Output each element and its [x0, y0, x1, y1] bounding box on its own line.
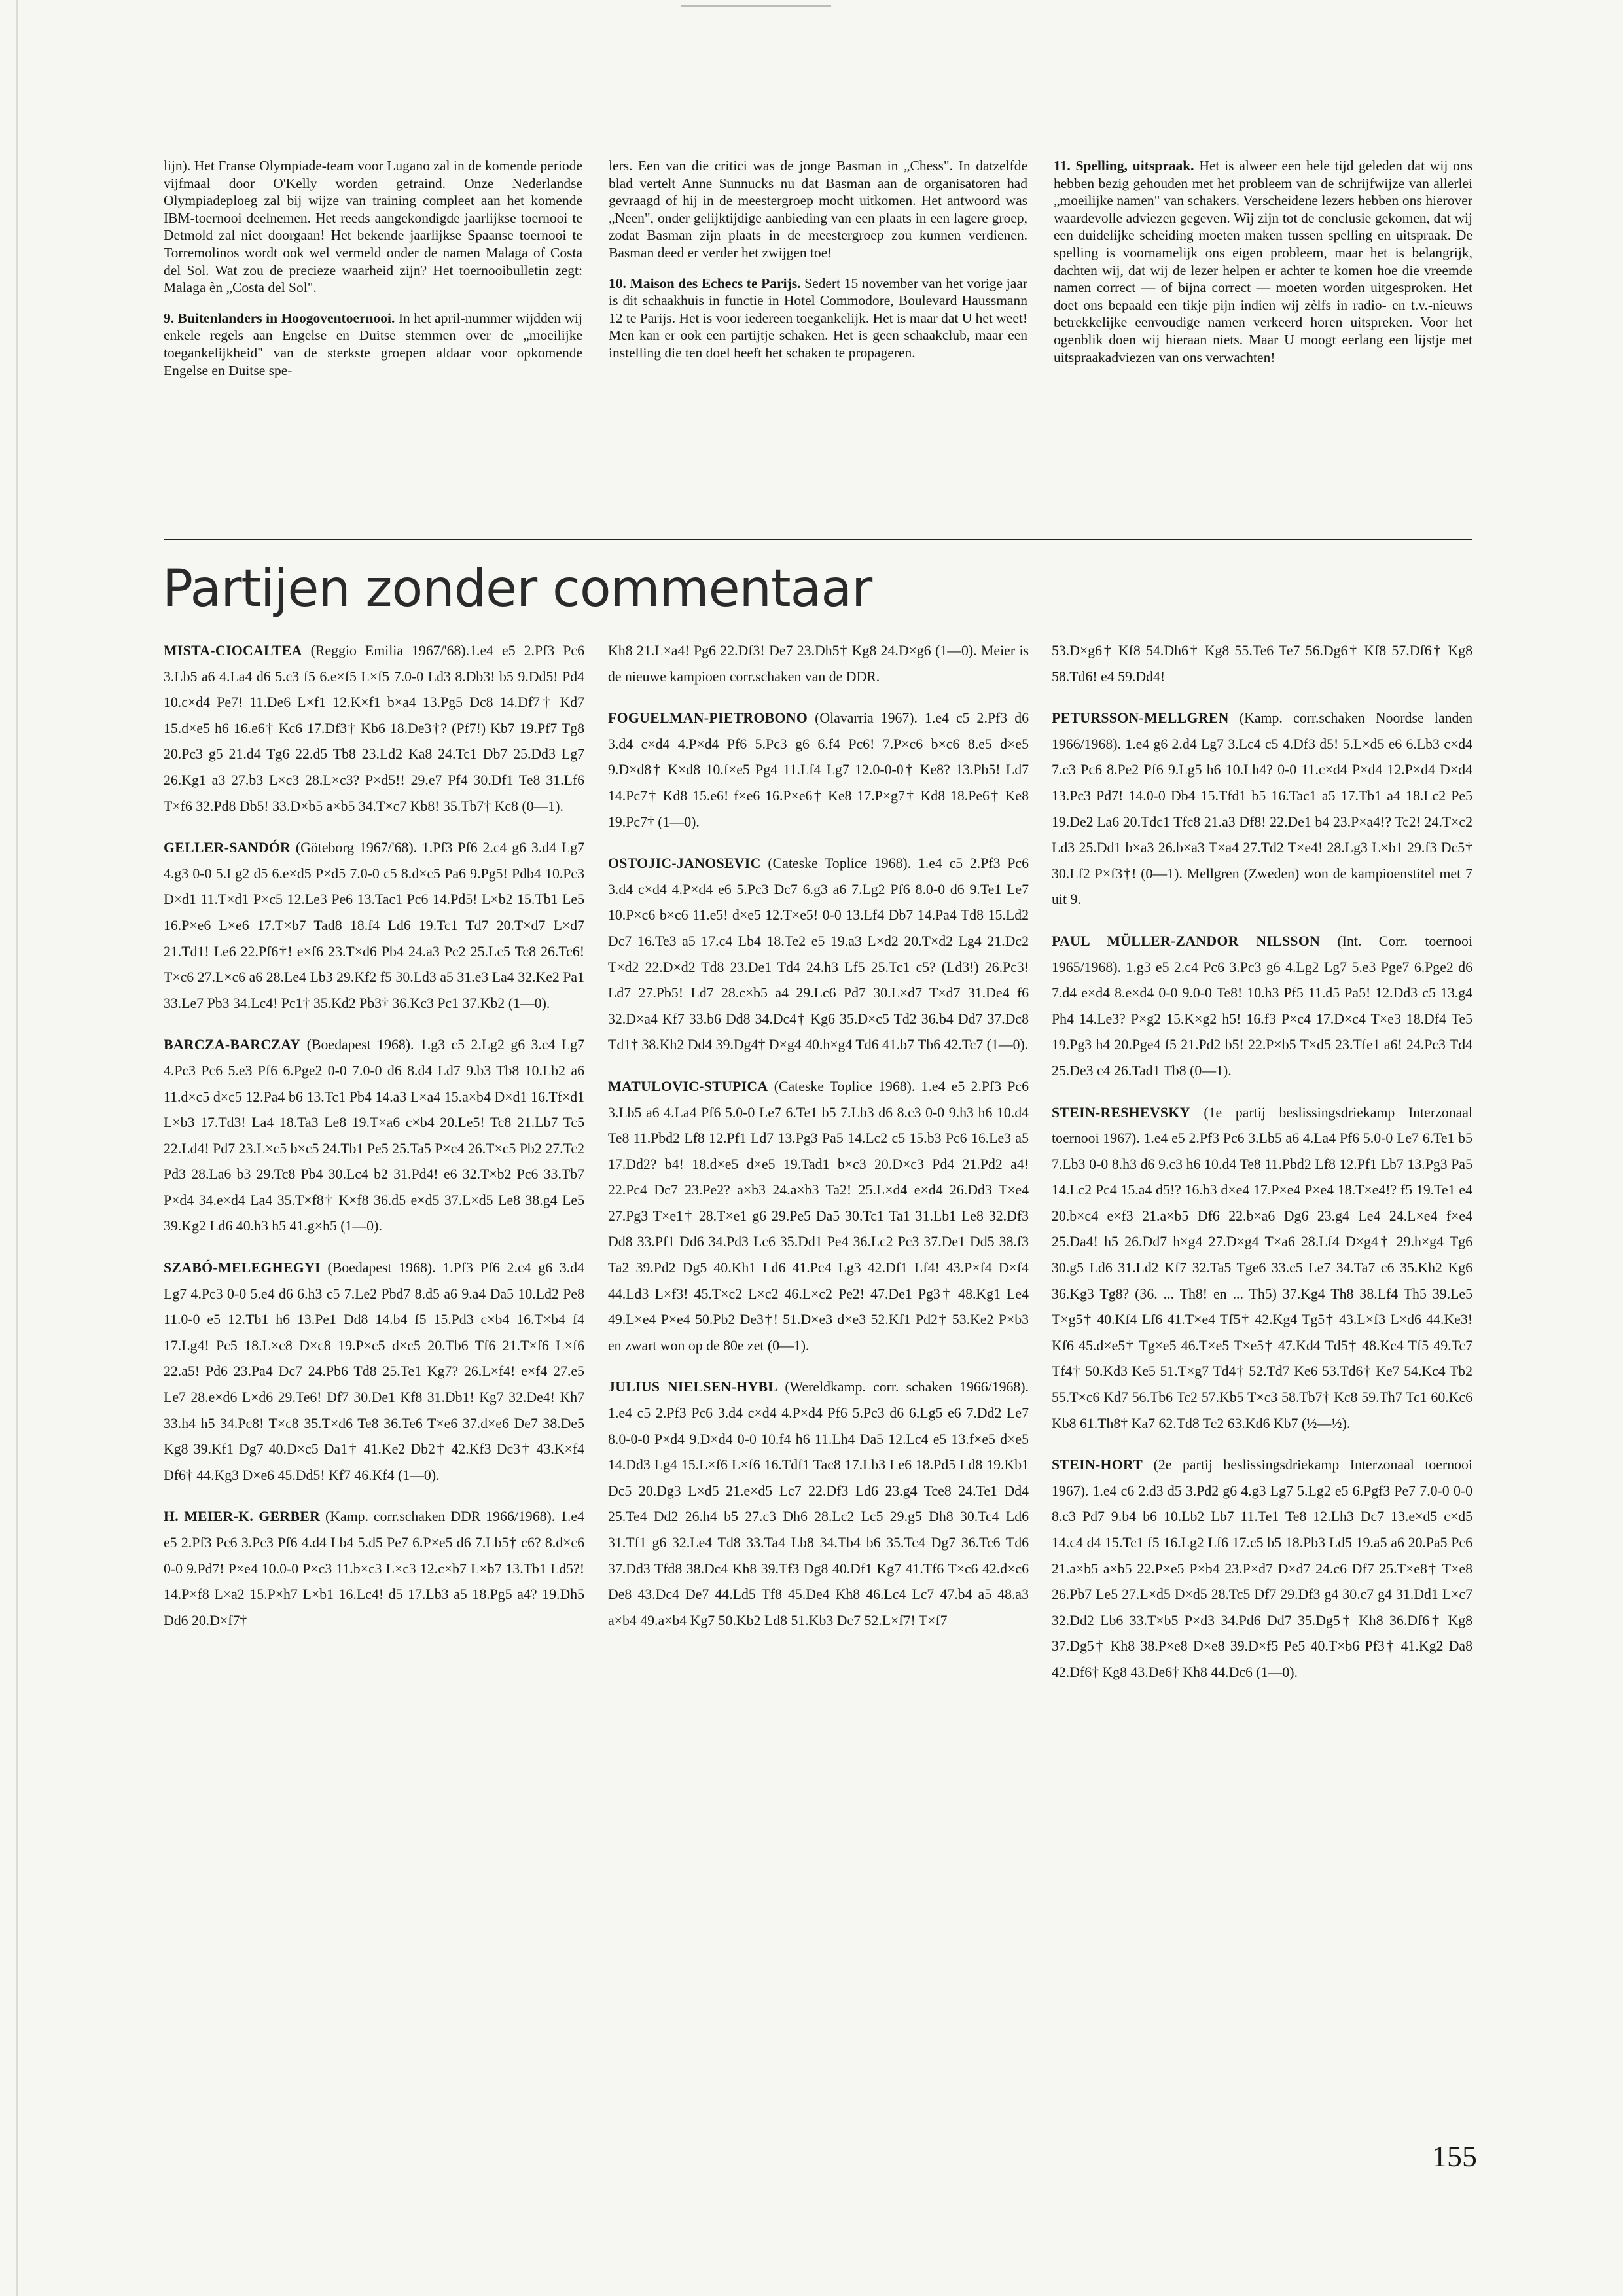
game-entry [608, 851, 1029, 1058]
game-entry [164, 1255, 584, 1488]
game-moves: 53.D×g6† Kf8 54.Dh6† Kg8 55.Te6 Te7 56.Dg6† Kf8 57.Df6† Kg8 58.Td6! e4 59.Dd4! [1052, 643, 1472, 685]
news-paragraph: lijn). Het Franse Olympiade-team voor Lugano zal in de komende periode vijfmaal door O'Kelly worden getraind. Onze Nederlandse Olympiadeploeg zal bij wijze van training compleet aan het komende IBM-toernooi deelnemen. Het reeds aangekondigde jaarlijkse toernooi te Detmold zal niet doorgaan! Het bekende jaarlijkse Spaanse toernooi te Torremolinos wordt ook wel vermeld onder de namen Malaga of Costa del Sol. Wat zou de precieze waarheid zijn? Het toernooibulletin zegt: Malaga èn „Costa del Sol". [164, 158, 582, 296]
game-entry [1052, 1100, 1472, 1437]
news-heading: 11. Spelling, uitspraak. [1054, 158, 1194, 173]
game-entry [608, 706, 1029, 835]
games-column-1 [164, 638, 584, 1649]
news-heading: 9. Buitenlanders in Hoogoventoernooi. [164, 310, 395, 326]
game-players: GELLER-SANDÓR [164, 840, 291, 856]
news-column-1 [164, 157, 582, 392]
game-players: FOGUELMAN-PIETROBONO [608, 710, 808, 726]
section-title: Partijen zonder commentaar [162, 560, 872, 619]
game-players: STEIN-HORT [1052, 1457, 1143, 1473]
game-entry [608, 638, 1029, 690]
game-players: SZABÓ-MELEGHEGYI [164, 1260, 321, 1276]
game-entry [164, 638, 584, 819]
games-section [164, 638, 1472, 2130]
game-players: H. MEIER-K. GERBER [164, 1509, 321, 1525]
game-moves: (Kamp. corr.schaken Noordse landen 1966/1968). 1.e4 g6 2.d4 Lg7 3.Lc4 c5 4.Df3 d5! 5.L×d5 e6 6.Lb3 c×d4 7.c3 Pc6 8.Pe2 Pf6 9.Lg5 h6 10.Lh4? 0-0 11.c×d4 P×d4 12.P×d4 D×d4 13.Pc3 Pd7! 14.0-0 Db4 15.Tfd1 b5 16.Tac1 a5 17.Tb1 a4 18.Lc2 Pe5 19.De2 La6 20.Tdc1 Tfc8 21.a3 Df8! 22.De1 b4 23.P×a4!? Tc2! 24.T×c2 Ld3 25.Dd1 b×a3 26.b×a3 T×a4 27.Td2 T×e4! 28.Lg3 L×b1 29.f3 Dc5† 30.Lf2 P×f3†! (0—1). Mellgren (Zweden) won de kampioenstitel met 7 uit 9. [1052, 710, 1472, 908]
game-moves: (Boedapest 1968). 1.g3 c5 2.Lg2 g6 3.c4 Lg7 4.Pc3 Pc6 5.e3 Pf6 6.Pge2 0-0 7.0-0 d6 8.d4 Ld7 9.b3 Tb8 10.Lb2 a6 11.d×c5 d×c5 12.Pa4 b6 13.Tc1 Pb4 14.a3 L×a4 15.a×b4 D×d1 16.Tf×d1 L×b3 17.Td3! La4 18.Ta3 Le8 19.T×a6 c×b4 20.Le5! Tc8 21.Lb7 Tc5 22.Ld4! Pd7 23.L×c5 b×c5 24.Tb1 Pe5 25.Ta5 P×c4 26.T×c5 Pb2 27.Tc2 Pd3 28.La6 b3 29.Tc8 Pb4 30.Lc4 b2 31.Pd4! e6 32.T×b2 Pc6 33.Tb7 P×d4 34.e×d4 La4 35.T×f8† K×f8 36.d5 e×d5 37.L×d5 Le8 38.g4 Le5 39.Kg2 Ld6 40.h3 h5 41.g×h5 (1—0). [164, 1037, 584, 1234]
game-players: PAUL MÜLLER-ZANDOR NILSSON [1052, 933, 1321, 949]
game-moves: (Olavarria 1967). 1.e4 c5 2.Pf3 d6 3.d4 c×d4 4.P×d4 Pf6 5.Pc3 g6 6.f4 Pc6! 7.P×c6 b×c6 8.e5 d×e5 9.D×d8† K×d8 10.f×e5 Pg4 11.Lf4 Lg7 12.0-0-0† Ke8? 13.Pb5! Ld7 14.Pc7† Kd8 15.e6! f×e6 16.P×e6† Ke8 17.P×g7† Kd8 18.Pe6† Ke8 19.Pc7† (1—0). [608, 710, 1029, 830]
news-paragraph: lers. Een van die critici was de jonge Basman in „Chess". In datzelfde blad vertelt Anne Sunnucks nu dat Basman aan de organisatoren had gevraagd of hij in de meestergroep mocht uitkomen. Het antwoord was „Neen", onder gelijktijdige aanbieding van een plaats in een lagere groep, zodat Basman zijn plaats in de meestergroep zou kunnen verdienen. Basman deed er verder het zwijgen toe! [609, 158, 1027, 260]
game-players: STEIN-RESHEVSKY [1052, 1104, 1190, 1121]
game-moves: (Göteborg 1967/'68). 1.Pf3 Pf6 2.c4 g6 3.d4 Lg7 4.g3 0-0 5.Lg2 d5 6.e×d5 P×d5 7.0-0 c5 8.d×c5 Pa6 9.Pg5! Pdb4 10.Pc3 D×d1 11.T×d1 P×c5 12.Le3 Pe6 13.Tac1 Pc6 14.Pd5! L×b2 15.Tb1 Le5 16.P×e6 L×e6 17.T×b7 Tad8 18.f4 Ld6 19.Tc1 Td7 20.T×d7 L×d7 21.Td1! Le6 22.Pf6†! e×f6 23.T×d6 Pb4 24.a3 Pc2 25.Lc5 Tc8 26.Tc6! T×c6 27.L×c6 a6 28.Le4 Lb3 29.Kf2 f5 30.Ld3 a5 31.e3 La4 32.Ke2 Pa1 33.Le7 Pb3 34.Lc4! Pc1† 35.Kd2 Pb3† 36.Kc3 Pc1 37.Kb2 (1—0). [164, 840, 584, 1011]
game-entry [164, 1504, 584, 1634]
game-players: PETURSSON-MELLGREN [1052, 710, 1229, 726]
game-moves: (Cateske Toplice 1968). 1.e4 e5 2.Pf3 Pc6 3.Lb5 a6 4.La4 Pf6 5.0-0 Le7 6.Te1 b5 7.Lb3 d6 8.c3 0-0 9.h3 h6 10.d4 Te8 11.Pbd2 Lf8 12.Pf1 Ld7 13.Pg3 Pa5 14.Lc2 c5 15.b3 Pc6 16.Le3 a5 17.Dd2? b4! 18.d×e5 d×e5 19.Tad1 b×c3 20.D×c3 Pd4 21.Pd2 a4! 22.Pc4 Dc7 23.Pe2? a×b3 24.a×b3 Ta2! 25.L×d4 e×d4 26.Dd3 T×e4 27.Pg3 T×e1† 28.T×e1 g6 29.Pe5 Da5 30.Tc1 Ta1 31.Lb1 Le8 32.Df3 Dd8 33.Pf1 Dd6 34.Pd3 Lc6 35.Dd1 Pe4 36.Lc2 Pc3 37.De1 Dd5 38.f3 Ta2 39.Pd2 Dg5 40.Kh1 Ld6 41.Pc4 Lg3 42.Df1 Lf4! 43.P×f4 D×f4 44.Ld3 L×f3! 45.T×c2 L×c2 46.L×c2 Pe2! 47.De1 Pg3† 48.Kg1 Le4 49.L×e4 P×e4 50.Pb2 De3†! 51.D×e3 d×e3 52.Kf1 Pd2† 53.Ke2 P×b3 en zwart won op de 80e zet (0—1). [608, 1078, 1029, 1354]
game-players: BARCZA-BARCZAY [164, 1037, 301, 1053]
game-entry [1052, 638, 1472, 690]
game-moves: (Kamp. corr.schaken DDR 1966/1968). 1.e4 e5 2.Pf3 Pc6 3.Pc3 Pf6 4.d4 Lb4 5.d5 Pe7 6.P×e5 d6 7.Lb5† c6? 8.d×c6 0-0 9.Pd7! P×e4 10.0-0 P×c3 11.b×c3 L×c3 12.c×b7 L×b7 13.Tb1 Ld5?! 14.P×f8 L×a2 15.P×h7 L×b1 16.Lc4! d5 17.Lb3 a5 18.Pg5 a4? 19.Dh5 Dd6 20.D×f7† [164, 1509, 585, 1628]
news-column-2 [609, 157, 1027, 375]
news-paragraph: 9. Buitenlanders in Hoogoventoernooi. In het april-nummer wijdden wij enkele regels aan Engelse en Duitse stemmen over de „moeilijke toegankelijkheid" van de sterkste groepen aldaar voor opkomende Engelse en Duitse spe- [164, 310, 582, 378]
page-number: 155 [1432, 2140, 1477, 2173]
game-entry [164, 835, 584, 1016]
game-entry [1052, 929, 1472, 1085]
games-column-2 [608, 638, 1029, 1649]
news-section [164, 157, 1472, 507]
game-entry [608, 1374, 1029, 1634]
game-moves: (Reggio Emilia 1967/'68).1.e4 e5 2.Pf3 Pc6 3.Lb5 a6 4.La4 d6 5.c3 f5 6.e×f5 L×f5 7.0-0 Ld3 8.Db3! b5 9.Dd5! Pd4 10.c×d4 Pe7! 11.De6 L×f1 12.K×f1 b×a4 13.Pg5 Dc8 14.Df7† Kd7 15.d×e5 h6 16.e6† Kc6 17.Df3† Kb6 18.De3†? (Pf7!) Kb7 19.Pf7 Tg8 20.Pc3 g5 21.d4 Tg6 22.d5 Tb8 23.Ld2 Ka8 24.Tc1 Db7 25.Dd3 Lg7 26.Kg1 a3 27.b3 L×c3 28.L×c3? P×d5!! 29.e7 Pf4 30.Df1 Te8 31.Lf6 T×f6 32.Pd8 Db5! 33.D×b5 a×b5 34.T×c7 Kb8! 35.Tb7† Kc8 (0—1). [164, 643, 584, 814]
section-divider [164, 539, 1472, 540]
game-players: JULIUS NIELSEN-HYBL [608, 1379, 778, 1395]
news-paragraph: 11. Spelling, uitspraak. Het is alweer een hele tijd geleden dat wij ons hebben bezig gehouden met het probleem van de schrijfwijze van allerlei „moeilijke namen" van schakers. Verscheidene lezers hebben ons hierover waardevolle adviezen gegeven. Wij zijn tot de conclusie gekomen, dat wij een duidelijke scheiding moeten maken tussen spelling en uitspraak. De spelling is voornamelijk ons eigen probleem, maar het is belangrijk, dachten wij, dat wij de lezer helpen er achter te komen hoe die vreemde namen correct — of bijna correct — moeten worden uitgesproken. Het doet ons bepaald een tikje pijn indien wij zèlfs in radio- en t.v.-nieuws betrekkelijke eenvoudige namen verkeerd horen uitspreken. Voor het ogenblik doen wij hieraan niets. Maar U moogt eerlang een lijstje met uitspraakadviezen van ons verwachten! [1054, 158, 1472, 365]
news-column-3 [1054, 157, 1472, 379]
game-moves: (Wereldkamp. corr. schaken 1966/1968). 1.e4 c5 2.Pf3 Pc6 3.d4 c×d4 4.P×d4 Pf6 5.Pc3 d6 6.Lg5 e6 7.Dd2 Le7 8.0-0-0 P×d4 9.D×d4 0-0 10.f4 h6 11.Lh4 Da5 12.Lc4 e5 13.f×e5 d×e5 14.Dd3 Lg4 15.L×f6 L×f6 16.Tdf1 Tac8 17.Lb3 Le6 18.Pd5 Ld8 19.Kb1 Dc5 20.Dg3 L×d5 21.e×d5 Lc7 22.Df3 Ld6 23.g4 Tce8 24.Te1 Dd4 25.Te4 Dd2 26.h4 b5 27.c3 Dh6 28.Lc2 Lc5 29.g5 Dh8 30.Tc4 Ld6 31.Tf1 g6 32.Le4 Td8 33.Ta4 Lb8 34.Tb4 b6 35.Tc4 Dg7 36.Tc6 Td6 37.Dd3 Tfd8 38.Dc4 Kh8 39.Tf3 Dg8 40.Df1 Kg7 41.Tf6 T×c6 42.d×c6 De8 43.Dc4 De7 44.Ld5 Tf8 45.De4 Kh8 46.Lc4 Lc7 47.b4 a5 48.a3 a×b4 49.a×b4 Kg7 50.Kb2 Ld8 51.Kb3 Dc7 52.L×f7! T×f7 [608, 1379, 1029, 1628]
news-paragraph: 10. Maison des Echecs te Parijs. Sedert 15 november van het vorige jaar is dit schaakhuis in functie in Hotel Commodore, Boulevard Haussmann 12 te Parijs. Het is voor iedereen toegankelijk. Het is maar dat U het weet! Men kan er ook een partijtje schaken. Het is geen schaakclub, maar een instelling die ten doel heeft het schaken te propageren. [609, 275, 1028, 361]
game-entry [1052, 1452, 1472, 1685]
game-players: OSTOJIC-JANOSEVIC [608, 855, 761, 872]
news-heading: 10. Maison des Echecs te Parijs. [609, 275, 801, 291]
game-players: MATULOVIC-STUPICA [608, 1078, 768, 1094]
binding-gutter [16, 0, 18, 2296]
game-entry [1052, 706, 1472, 913]
game-moves: (2e partij beslissingsdriekamp Interzonaal toernooi 1967). 1.e4 c6 2.d3 d5 3.Pd2 g6 4.g3 Lg7 5.Lg2 e5 6.Pgf3 Pe7 7.0-0 0-0 8.c3 Pd7 9.b4 b6 10.Lb2 Lb7 11.Te1 Te8 12.Lh3 Dc7 13.e×d5 c×d5 14.c4 d4 15.Tc1 f5 16.Lg2 Lf6 17.c5 b5 18.Pb3 Ld5 19.a5 a6 20.Pa5 Pc6 21.a×b5 a×b5 22.P×e5 P×b4 23.P×d7 D×d7 24.c6 Df7 25.T×e8† T×e8 26.Pb7 Le5 27.L×d5 D×d5 28.Tc5 Df7 29.Df3 g4 30.c7 g4 31.Dd1 L×c7 32.Dd2 Lb6 33.T×b5 P×d3 34.Pd6 Dd7 35.Dg5† Kh8 36.Df6† Kg8 37.Dg5† Kh8 38.P×e8 D×e8 39.D×f5 Pe5 40.T×b6 Pf3† 41.Kg2 Da8 42.Df6† Kg8 43.De6† Kh8 44.Dc6 (1—0). [1052, 1457, 1472, 1680]
game-moves: (Cateske Toplice 1968). 1.e4 c5 2.Pf3 Pc6 3.d4 c×d4 4.P×d4 e6 5.Pc3 Dc7 6.g3 a6 7.Lg2 Pf6 8.0-0 d6 9.Te1 Le7 10.P×c6 b×c6 11.e5! d×e5 12.T×e5! 0-0 13.Lf4 Db7 14.Pa4 Td8 15.Ld2 Dc7 16.Te3 a5 17.c4 Lb4 18.Te2 e5 19.a3 L×d2 20.T×d2 Lg4 21.Dc2 T×d2 22.D×d2 Td8 23.De1 Td4 24.h3 Lf5 25.Tc1 c5? (Ld3!) 26.Pc3! Ld7 27.Pb5! Ld7 28.c×b5 a4 29.Lc6 Pd7 30.L×d7 T×d7 31.De4 f6 32.D×a4 Kf7 33.b6 Dd8 34.Dc4† Kg6 35.D×c5 Td2 36.b4 Dd7 37.Dc8 Td1† 38.Kh2 Dd4 39.Dg4† D×g4 40.h×g4 Td6 41.b7 Tb6 42.Tc7 (1—0). [608, 855, 1029, 1053]
game-moves: (1e partij beslissingsdriekamp Interzonaal toernooi 1967). 1.e4 e5 2.Pf3 Pc6 3.Lb5 a6 4.La4 Pf6 5.0-0 Le7 6.Te1 b5 7.Lb3 0-0 8.h3 d6 9.c3 h6 10.d4 Te8 11.Pbd2 Lf8 12.Pf1 Lb7 13.Pg3 Pa5 14.Lc2 Pc4 15.a4 d5!? 16.b3 d×e4 17.P×e4 P×e4 18.T×e4!? f5 19.Te1 e4 20.b×c4 e×f3 21.a×b5 Df6 22.b×a6 Dg6 23.g4 Le4 24.L×e4 f×e4 25.Da4! h5 26.Dd7 h×g4 27.D×g4 T×a6 28.Lf4 D×g4† 29.h×g4 Tg6 30.g5 Ld6 31.Ld2 Kf7 32.Ta5 Tge6 33.c5 Le7 34.Ta7 c6 35.Kh2 Kg6 36.Kg3 Tg8? (36. ... Th8! en ... Th5) 37.Kg4 Th8 38.Lf4 Th5 39.Le5 T×g5† 40.Kf4 Lf6 41.T×e4 Tf5† 42.Kg4 Tg5† 43.L×f3 L×d6 44.Ke3! Kf6 45.d×e5† Tg×e5 46.T×e5 T×e5† 47.Kd4 Td5† 48.Kc4 Tf5 49.Tc7 Tf4† 50.Kd3 Ke5 51.T×g7 Td4† 52.Td7 Ke6 53.Td6† Ke7 54.Kc4 Tb2 55.T×c6 Kd7 56.Tb6 Tc2 57.Kb5 T×c3 58.Tb7† Kc8 59.Th7 Tc1 60.Kc6 Kb8 61.Th8† Ka7 62.Td8 Tc2 63.Kd6 Kb7 (½—½). [1052, 1104, 1472, 1431]
game-players: MISTA-CIOCALTEA [164, 643, 302, 658]
game-moves: (Int. Corr. toernooi 1965/1968). 1.g3 e5 2.c4 Pc6 3.Pc3 g6 4.Lg2 Lg7 5.e3 Pge7 6.Pge2 d6 7.d4 e×d4 8.e×d4 0-0 9.0-0 Te8! 10.h3 Pf5 11.d5 Pa5! 12.Dd3 c5 13.g4 Ph4 14.Le3? P×g2 15.K×g2 h5! 16.f3 P×c4 17.D×c4 T×e3 18.Df4 Te5 19.Pg3 h4 20.Pge4 f5 21.Pd2 b5! 22.P×b5 T×d5 23.Tfe1 a6! 24.Pc3 Td4 25.De3 c4 26.Tad1 Tb8 (0—1). [1052, 933, 1472, 1079]
games-column-3 [1052, 638, 1472, 1702]
game-moves: Kh8 21.L×a4! Pg6 22.Df3! De7 23.Dh5† Kg8 24.D×g6 (1—0). Meier is de nieuwe kampioen corr.schaken van de DDR. [608, 643, 1029, 685]
game-entry [608, 1074, 1029, 1359]
scan-artifact [681, 5, 831, 7]
game-entry [164, 1032, 584, 1240]
game-moves: (Boedapest 1968). 1.Pf3 Pf6 2.c4 g6 3.d4 Lg7 4.Pc3 0-0 5.e4 d6 6.h3 c5 7.Le2 Pbd7 8.d5 a6 9.a4 Da5 10.Ld2 Pe8 11.0-0 e5 12.Tb1 h6 13.Pe1 Dd8 14.b4 f5 15.Pd3 c×b4 16.T×b4 f4 17.Lg4! Pc5 18.L×c8 D×c8 19.P×c5 d×c5 20.Tb6 Tf6 21.T×f6 L×f6 22.a5! Pd6 23.Pa4 Dc7 24.Pb6 Td8 25.Te1 Kg7? 26.L×f4! e×f4 27.e5 Le7 28.e×d6 L×d6 29.Te6! Df7 30.De1 Kf8 31.Db1! Kg7 32.De4! Kh7 33.h4 h5 34.Pc8! T×c8 35.T×d6 Te8 36.Te6 T×e6 37.d×e6 De7 38.De5 Kg8 39.Kf1 Dg7 40.D×c5 Da1† 41.Ke2 Db2† 42.Kf3 Dc3† 43.K×f4 Df6† 44.Kg3 D×e6 45.Dd5! Kf7 46.Kf4 (1—0). [164, 1260, 584, 1483]
